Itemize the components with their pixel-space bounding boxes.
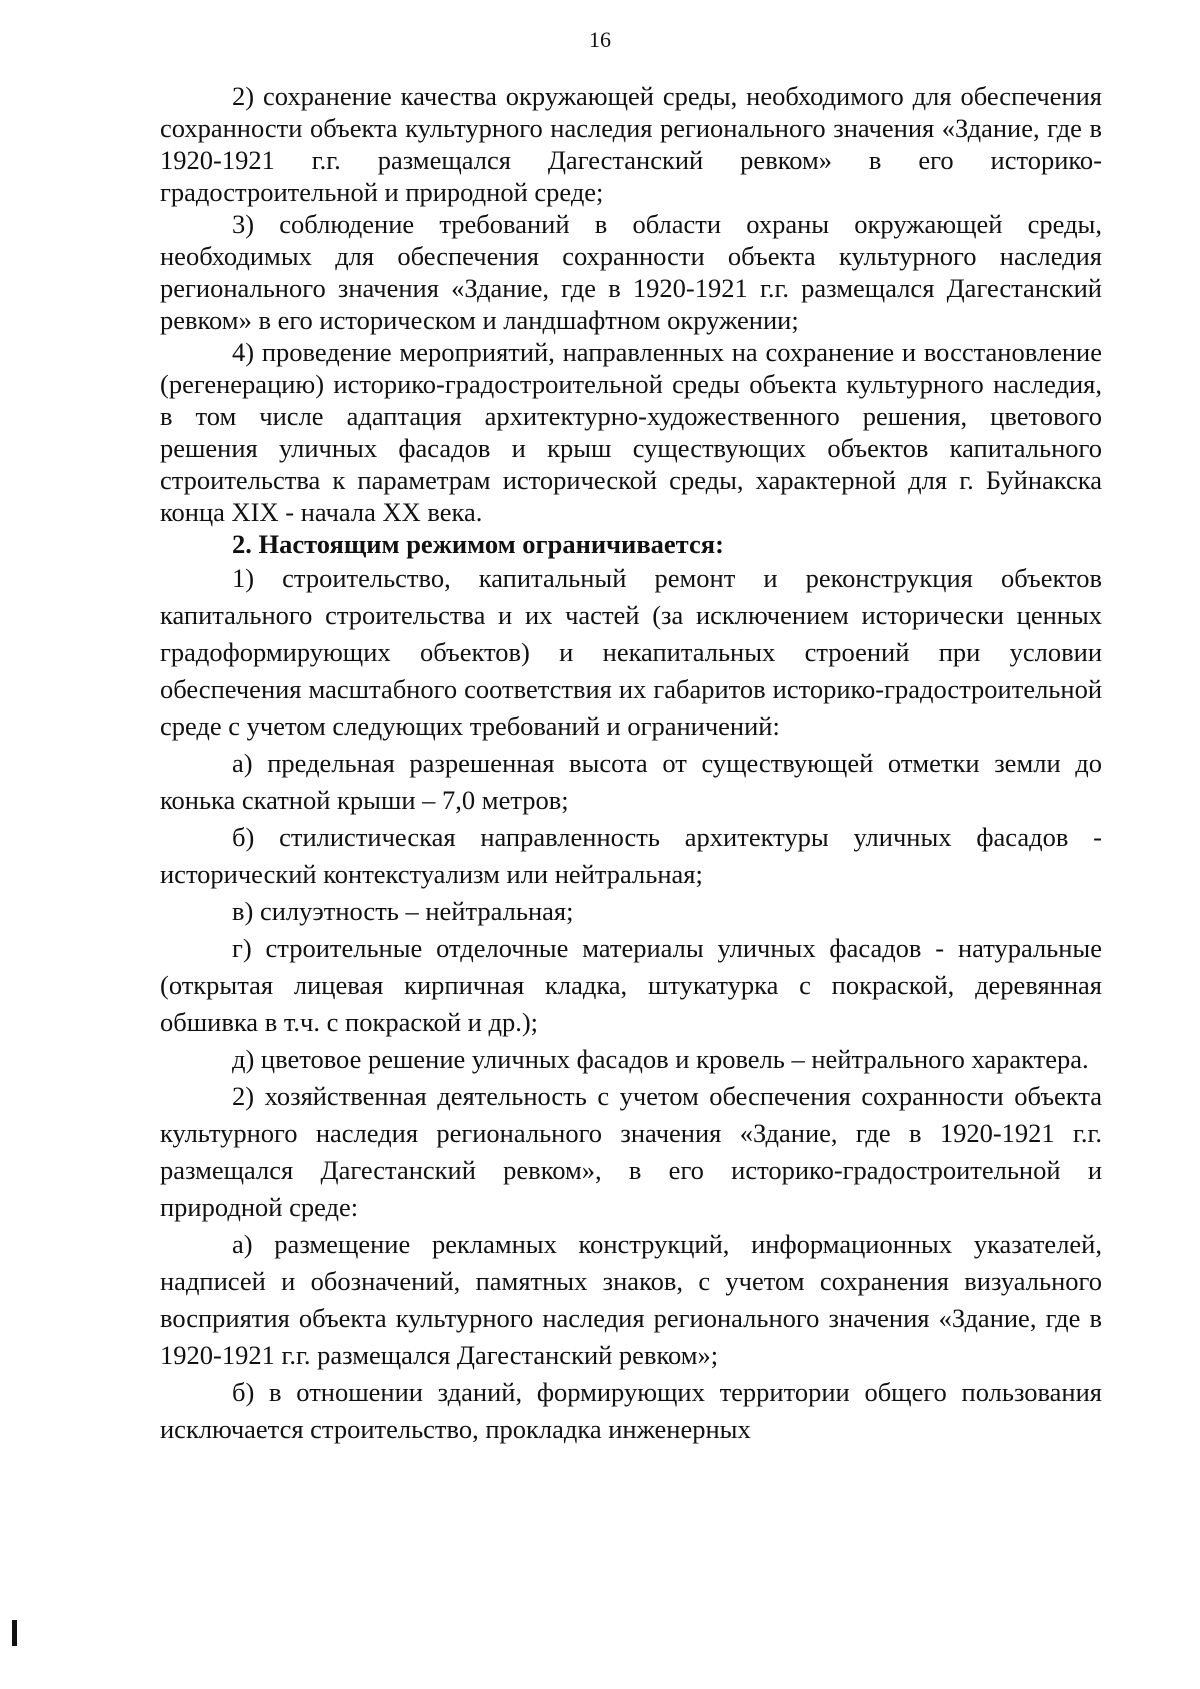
- item-max-height: а) предельная разрешенная высота от существующей отметки земли до конька скатной крыши – 7,0 метров;: [160, 748, 1102, 815]
- paragraph-environment-protection: 3) соблюдение требований в области охраны окружающей среды, необходимых для обеспечения сохранности объекта культурного наследия регионального значения «Здание, где в 1920-1921 г.г. размещался Дагестанский ревком» в его историческом и ландшафтном окружении;: [160, 209, 1102, 335]
- paragraph-environment-quality: 2) сохранение качества окружающей среды, необходимого для обеспечения сохранности объекта культурного наследия регионального значения «Здание, где в 1920-1921 г.г. размещался Дагестанский ревком» в его историко-градостроительной и природной среде;: [160, 81, 1102, 207]
- item-silhouette: в) силуэтность – нейтральная;: [232, 896, 574, 926]
- paragraph-economic-activity: 2) хозяйственная деятельность с учетом обеспечения сохранности объекта культурного наследия регионального значения «Здание, где в 1920-1921 г.г. размещался Дагестанский ревком», в его историко-градостроительной и природной среде:: [160, 1081, 1102, 1222]
- page-number: 16: [589, 27, 611, 52]
- item-facade-style: б) стилистическая направленность архитектуры уличных фасадов - исторический контекстуализм или нейтральная;: [160, 822, 1102, 889]
- scan-margin-mark: [12, 1620, 17, 1646]
- item-color-scheme: д) цветовое решение уличных фасадов и кровель – нейтрального характера.: [232, 1044, 1089, 1074]
- paragraph-regeneration-measures: 4) проведение мероприятий, направленных на сохранение и восстановление (регенерацию) историко-градостроительной среды объекта культурного наследия, в том числе адаптация архитектурно-художественного решения, цветового решения уличных фасадов и крыш существующих объектов капитального строительства к параметрам исторической среды, характерной для г. Буйнакска конца XIX - начала XX века.: [160, 337, 1102, 527]
- item-public-buildings: б) в отношении зданий, формирующих территории общего пользования исключается строительство, прокладка инженерных: [160, 1377, 1102, 1444]
- paragraph-construction-restriction: 1) строительство, капитальный ремонт и реконструкция объектов капитального строительства и их частей (за исключением исторически ценных градоформирующих объектов) и некапитальных строений при условии обеспечения масштабного соответствия их габаритов историко-градостроительной среде с учетом следующих требований и ограничений:: [160, 563, 1102, 741]
- section-heading-restrictions: 2. Настоящим режимом ограничивается:: [232, 529, 724, 559]
- item-advertising-structures: а) размещение рекламных конструкций, информационных указателей, надписей и обозначений, памятных знаков, с учетом сохранения визуального восприятия объекта культурного наследия регионального значения «Здание, где в 1920-1921 г.г. размещался Дагестанский ревком»;: [160, 1229, 1102, 1370]
- document-body: [160, 80, 1102, 1448]
- item-finishing-materials: г) строительные отделочные материалы уличных фасадов - натуральные (открытая лицевая кирпичная кладка, штукатурка с покраской, деревянная обшивка в т.ч. с покраской и др.);: [160, 933, 1102, 1037]
